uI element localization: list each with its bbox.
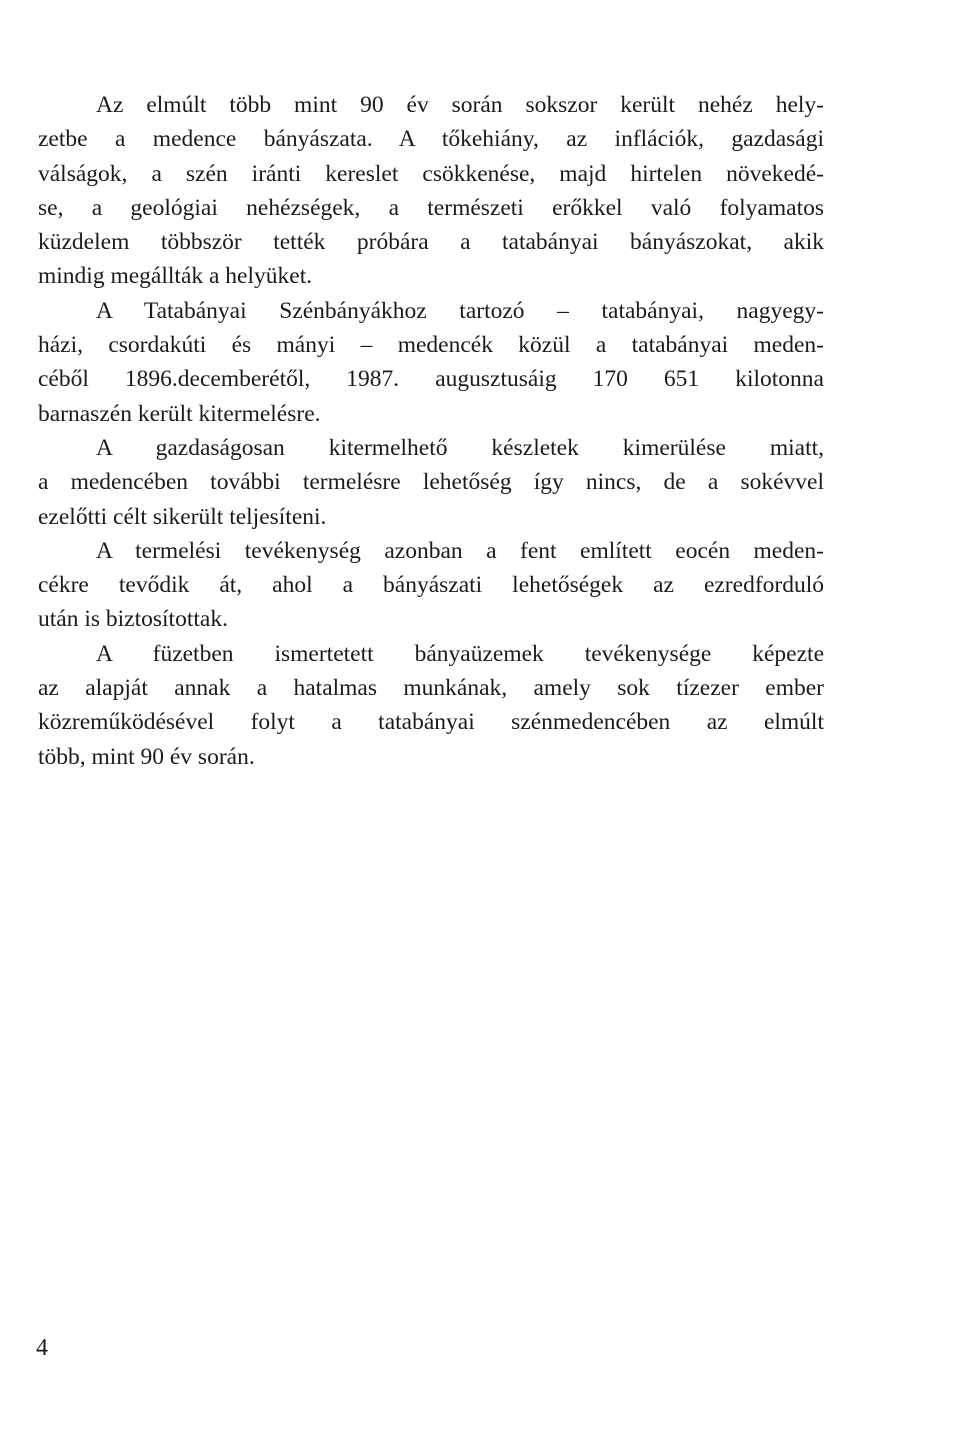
- text-line: küzdelem többször tették próbára a tatabányai bányászokat, akik: [38, 229, 824, 256]
- text-line: se, a geológiai nehézségek, a természeti erőkkel való folyamatos: [38, 194, 824, 221]
- page-number: 4: [36, 1335, 48, 1361]
- text-line: céből 1896.decemberétől, 1987. augusztusáig 170 651 kilotonna: [38, 366, 824, 393]
- text-line: zetbe a medence bányászata. A tőkehiány, az inflációk, gazdasági: [38, 126, 824, 153]
- body-text: [38, 88, 824, 774]
- text-line: A termelési tevékenység azonban a fent említett eocén meden-: [96, 537, 824, 564]
- text-line: házi, csordakúti és mányi – medencék közül a tatabányai meden-: [38, 332, 824, 359]
- text-line: Az elmúlt több mint 90 év során sokszor került nehéz hely-: [96, 92, 824, 118]
- text-line: A gazdaságosan kitermelhető készletek kimerülése miatt,: [96, 434, 824, 461]
- text-line: válságok, a szén iránti kereslet csökkenése, majd hirtelen növekedé-: [38, 160, 824, 187]
- text-line: több, mint 90 év során.: [38, 743, 255, 770]
- text-line: közreműködésével folyt a tatabányai szénmedencében az elmúlt: [38, 709, 824, 736]
- text-line: mindig megállták a helyüket.: [38, 263, 313, 290]
- text-line: A füzetben ismertetett bányaüzemek tevékenysége képezte: [96, 640, 824, 667]
- text-line: A Tatabányai Szénbányákhoz tartozó – tatabányai, nagyegy-: [96, 297, 824, 324]
- text-line: ezelőtti célt sikerült teljesíteni.: [38, 503, 327, 530]
- text-line: az alapját annak a hatalmas munkának, amely sok tízezer ember: [38, 675, 824, 702]
- text-line: után is biztosítottak.: [38, 606, 228, 633]
- text-line: a medencében további termelésre lehetőség így nincs, de a sokévvel: [38, 469, 824, 496]
- text-line: cékre tevődik át, ahol a bányászati lehetőségek az ezredforduló: [38, 572, 824, 599]
- text-line: barnaszén került kitermelésre.: [38, 400, 321, 427]
